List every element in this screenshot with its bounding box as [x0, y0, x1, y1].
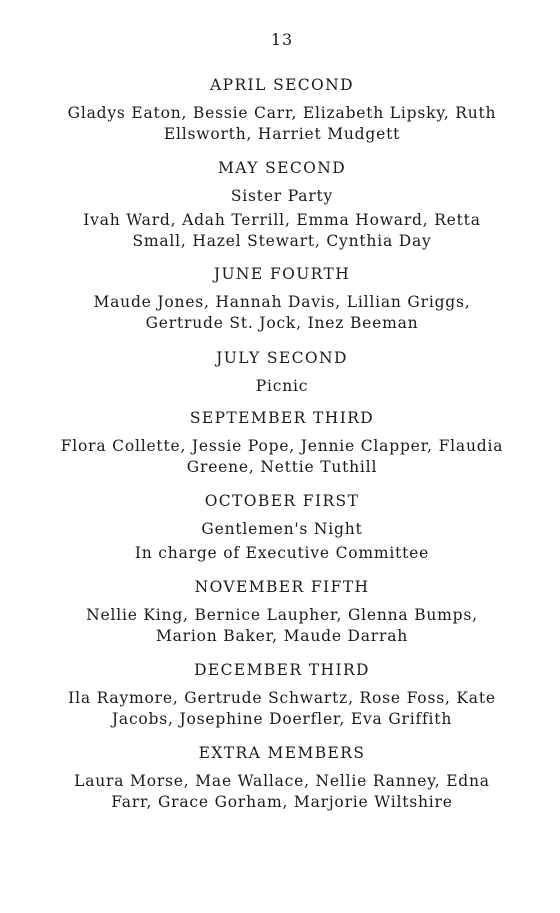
section-heading: EXTRA MEMBERS: [198, 744, 366, 762]
section-december-third: [32, 660, 532, 730]
names-line: Marion Baker, Maude Darrah: [155, 627, 409, 645]
page-number: 13: [270, 30, 294, 49]
member-names: [32, 771, 532, 813]
member-names: [32, 210, 532, 252]
section-april-second: [32, 75, 532, 145]
section-heading: APRIL SECOND: [210, 76, 354, 94]
section-july-second: [32, 348, 532, 396]
section-heading: DECEMBER THIRD: [194, 661, 370, 679]
member-names: [32, 605, 532, 647]
member-names: [32, 688, 532, 730]
section-heading: OCTOBER FIRST: [204, 492, 360, 510]
section-heading: NOVEMBER FIFTH: [194, 578, 370, 596]
section-subtitle: In charge of Executive Committee: [134, 544, 430, 562]
names-line: Farr, Grace Gorham, Marjorie Wiltshire: [111, 793, 453, 811]
names-line: Maude Jones, Hannah Davis, Lillian Griggs,: [93, 293, 471, 311]
names-line: Ila Raymore, Gertrude Schwartz, Rose Foss, Kate: [68, 689, 496, 707]
section-heading: JUNE FOURTH: [213, 265, 351, 283]
member-names: [32, 103, 532, 145]
member-names: [32, 292, 532, 334]
section-subtitle: Gentlemen's Night: [201, 520, 363, 538]
section-september-third: [32, 408, 532, 478]
section-extra-members: [32, 743, 532, 813]
section-subtitle: Picnic: [255, 377, 309, 395]
section-heading: JULY SECOND: [216, 349, 348, 367]
member-names: [32, 436, 532, 478]
section-subtitle: Sister Party: [230, 187, 334, 205]
section-june-fourth: [32, 264, 532, 334]
section-november-fifth: [32, 577, 532, 647]
names-line: Greene, Nettie Tuthill: [186, 458, 378, 476]
section-october-first: [32, 491, 532, 563]
names-line: Flora Collette, Jessie Pope, Jennie Clapper, Flaudia: [60, 437, 504, 455]
section-heading: SEPTEMBER THIRD: [189, 409, 375, 427]
names-line: Ivah Ward, Adah Terrill, Emma Howard, Retta: [83, 211, 481, 229]
names-line: Laura Morse, Mae Wallace, Nellie Ranney, Edna: [74, 772, 490, 790]
names-line: Ellsworth, Harriet Mudgett: [163, 125, 401, 143]
section-heading: MAY SECOND: [217, 159, 347, 177]
names-line: Jacobs, Josephine Doerfler, Eva Griffith: [111, 710, 453, 728]
section-may-second: [32, 158, 532, 252]
names-line: Small, Hazel Stewart, Cynthia Day: [132, 232, 432, 250]
names-line: Gladys Eaton, Bessie Carr, Elizabeth Lipsky, Ruth: [67, 104, 497, 122]
names-line: Nellie King, Bernice Laupher, Glenna Bumps,: [86, 606, 478, 624]
names-line: Gertrude St. Jock, Inez Beeman: [145, 314, 419, 332]
